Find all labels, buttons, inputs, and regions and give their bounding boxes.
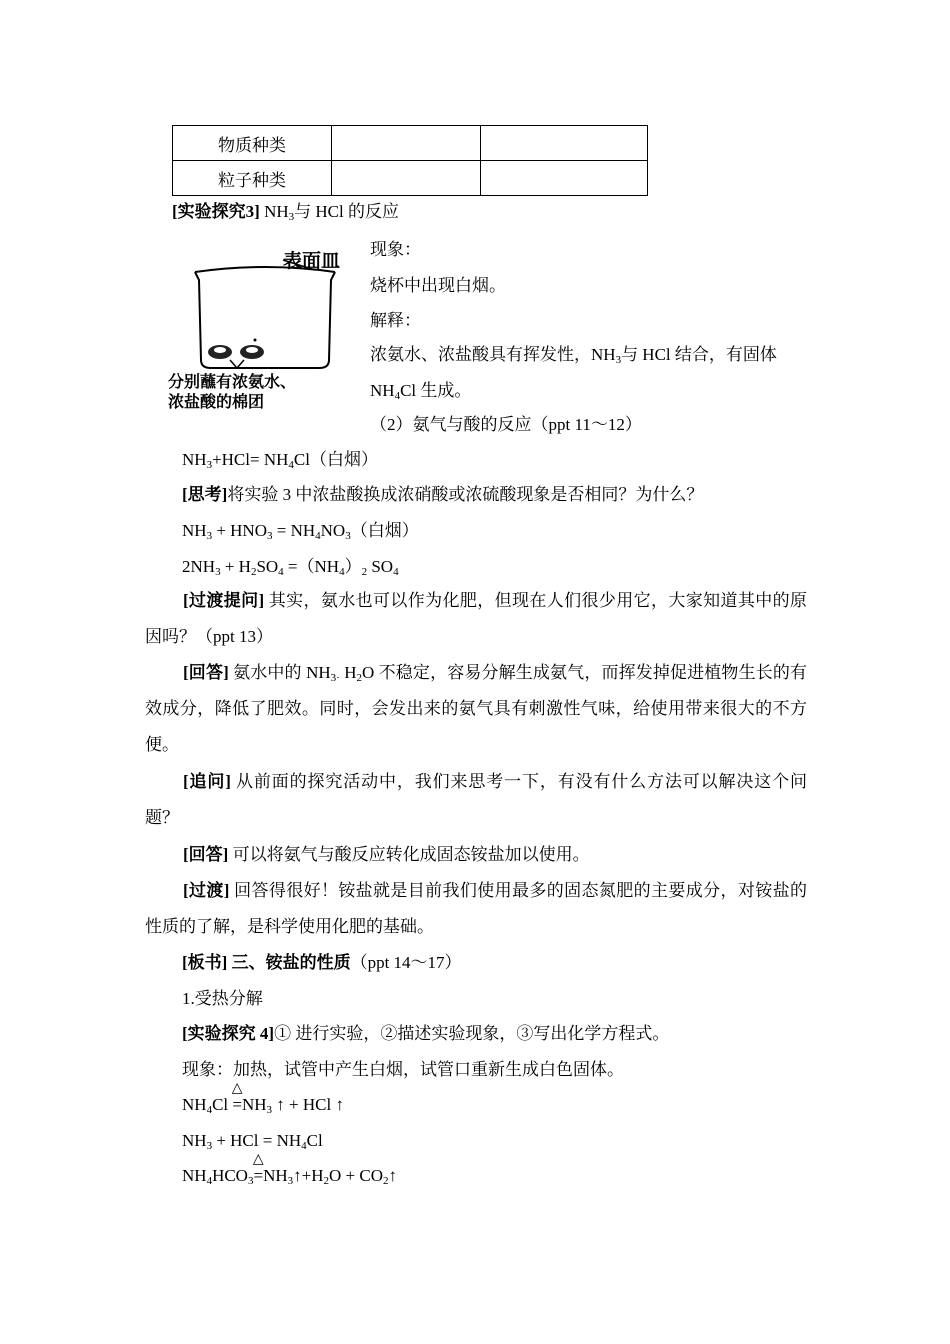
eq-part: +HCl= NH (212, 450, 289, 469)
subscript: 2 (323, 1175, 329, 1187)
table-cell (481, 126, 648, 161)
subscript: 3 (206, 530, 213, 542)
table-row (173, 161, 648, 196)
cotton-ball-right-icon (240, 345, 264, 359)
subscript: 2 (361, 566, 368, 578)
eq-part: + HCl = NH (212, 1131, 302, 1150)
answer-1-c: O 不稳定，容易分解生成氨气，而挥发掉促进植物生长的有效成分，降低了肥效。同时，会发出来的氨气具有刺激性气味，给使用带来很大的不方便。 (145, 663, 807, 754)
subscript: 4 (288, 459, 294, 471)
phenomenon-label: 现象： (370, 240, 421, 259)
equation-2 (182, 521, 419, 541)
eq-part: ↑ (388, 1166, 397, 1185)
eq-part: Cl (306, 1131, 323, 1150)
followup-tag: [追问] (183, 772, 231, 791)
subscript: 3 (288, 211, 295, 223)
followup-paragraph (145, 764, 807, 836)
equation-5 (182, 1131, 323, 1151)
subscript: 4 (393, 566, 399, 578)
subscript: 4 (206, 1104, 213, 1116)
equation-3 (182, 557, 399, 577)
transition-question-paragraph (145, 583, 807, 655)
substance-particle-table (172, 125, 648, 196)
eq-part: + H (220, 557, 251, 576)
explain-text-2 (370, 381, 471, 401)
followup-text: 从前面的探究活动中，我们来思考一下，有没有什么方法可以解决这个问题？ (145, 772, 808, 827)
eq-part: 2NH (182, 557, 216, 576)
figure-bottom-label-2: 浓盐酸的棉团 (168, 392, 265, 411)
think-text: 将实验 3 中浓盐酸换成浓硝酸或浓硫酸现象是否相同？为什么？ (227, 485, 704, 504)
answer-1-b: H (339, 663, 357, 682)
answer-1-a: 氨水中的 NH (228, 663, 331, 682)
section-2-heading: （2）氨气与酸的反应（ppt 11～12） (370, 415, 642, 434)
table-row-label: 物质种类 (173, 126, 332, 161)
explain-c1: NH (370, 381, 395, 400)
eq-part: SO (256, 557, 279, 576)
phenomenon-4: 现象：加热，试管中产生白烟，试管口重新生成白色固体。 (182, 1060, 624, 1079)
exp4-line (182, 1024, 669, 1044)
subscript: 4 (206, 1175, 213, 1187)
eq-part: + HNO (212, 521, 267, 540)
board-heading (182, 953, 462, 973)
subscript: 4 (315, 530, 321, 542)
eq-part: =（NH (283, 557, 340, 576)
exp3-title-rest: 与 HCl 的反应 (294, 202, 399, 221)
table-row-label: 粒子种类 (173, 161, 332, 196)
explain-c2: Cl 生成。 (400, 381, 472, 400)
eq-part: O + CO (329, 1166, 383, 1185)
eq-part: Cl (212, 1095, 233, 1114)
subscript: 3 (266, 530, 273, 542)
subscript: 4 (339, 566, 345, 578)
transition-text: 回答得很好！铵盐就是目前我们使用最多的固态氮肥的主要成分，对铵盐的性质的了解，是科学使用化肥的基础。 (145, 881, 808, 936)
eq-part: NH (182, 1166, 207, 1185)
board-text: （ppt 14～17） (350, 953, 462, 972)
heat-condition (252, 1152, 264, 1186)
eq-part: （白烟） (350, 521, 419, 540)
item-1-heading: 1.受热分解 (182, 989, 263, 1008)
table-row (173, 126, 648, 161)
subscript: 3 (345, 530, 351, 542)
phenomenon-text: 烧杯中出现白烟。 (370, 276, 506, 295)
eq-part: NH (182, 521, 207, 540)
heat-condition (231, 1081, 243, 1115)
eq-part: NH (263, 1166, 288, 1185)
eq-part: HCO (212, 1166, 248, 1185)
eq-part: NH (241, 1095, 267, 1114)
cotton-ball-left-icon (208, 345, 232, 359)
exp3-heading (172, 202, 399, 222)
eq-part: NH (182, 1095, 207, 1114)
subscript: 2 (250, 566, 257, 578)
subscript: 3 (215, 566, 221, 578)
answer-1-paragraph (145, 655, 807, 763)
subscript: 3 (206, 1140, 213, 1152)
explain-label: 解释： (370, 311, 421, 330)
eq-part: NH (182, 1131, 207, 1150)
transition-paragraph (145, 873, 807, 945)
figure-bottom-label-1: 分别蘸有浓氨水、 (168, 372, 297, 391)
eq-part: = NH (272, 521, 316, 540)
eq-part: SO (367, 557, 394, 576)
explain-a: 浓氨水、浓盐酸具有挥发性，NH (370, 345, 616, 364)
equation-4 (182, 1081, 344, 1116)
equation-6 (182, 1152, 397, 1187)
subscript: 4 (301, 1140, 307, 1152)
eq-part: NH (182, 450, 207, 469)
eq-part: = (232, 1095, 242, 1114)
exp3-tag: [实验探究3] (172, 202, 260, 221)
eq-part: NO (320, 521, 346, 540)
subscript: 3 (615, 354, 622, 366)
exp4-text: ① 进行实验，②描述实验现象，③写出化学方程式。 (274, 1024, 670, 1043)
subscript: 3 (266, 1104, 273, 1116)
figure-top-label: 表面皿 (283, 250, 341, 272)
exp4-tag: [实验探究 4] (182, 1024, 275, 1043)
subscript: 3 (247, 1175, 254, 1187)
subscript: 4 (394, 390, 401, 402)
exp3-title: NH (259, 202, 289, 221)
subscript: 3 (206, 459, 213, 471)
heat-delta-icon: △ (231, 1081, 243, 1096)
think-tag: [思考] (182, 485, 228, 504)
explain-text (370, 345, 777, 365)
table-cell (481, 161, 648, 196)
eq-part: Cl（白烟） (293, 450, 378, 469)
answer-2-paragraph (145, 837, 807, 873)
subscript: 4 (278, 566, 284, 578)
eq-part: ↑+H (293, 1166, 324, 1185)
answer-1-tag: [回答] (183, 663, 229, 682)
subscript: 2 (356, 672, 362, 684)
eq-part: = (253, 1166, 264, 1185)
table-cell (332, 161, 481, 196)
transition-question-text: 其实，氨水也可以作为化肥，但现在人们很少用它，大家知道其中的原因吗？（ppt 13） (145, 591, 807, 646)
eq-part: ） (344, 557, 362, 576)
transition-tag: [过渡] (183, 881, 230, 900)
transition-question-tag: [过渡提问] (183, 591, 265, 610)
table-cell (332, 126, 481, 161)
answer-2-text: 可以将氨气与酸反应转化成固态铵盐加以使用。 (228, 845, 590, 864)
answer-2-tag: [回答] (183, 845, 229, 864)
board-tag: [板书] 三、铵盐的性质 (182, 953, 351, 972)
subscript: 3· (330, 672, 340, 684)
subscript: 2 (382, 1175, 389, 1187)
equation-1 (182, 450, 378, 470)
heat-delta-icon: △ (252, 1152, 264, 1167)
eq-part: ↑ + HCl ↑ (272, 1095, 344, 1114)
explain-b: 与 HCl 结合，有固体 (621, 345, 777, 364)
think-line (182, 485, 703, 505)
subscript: 3 (287, 1175, 294, 1187)
